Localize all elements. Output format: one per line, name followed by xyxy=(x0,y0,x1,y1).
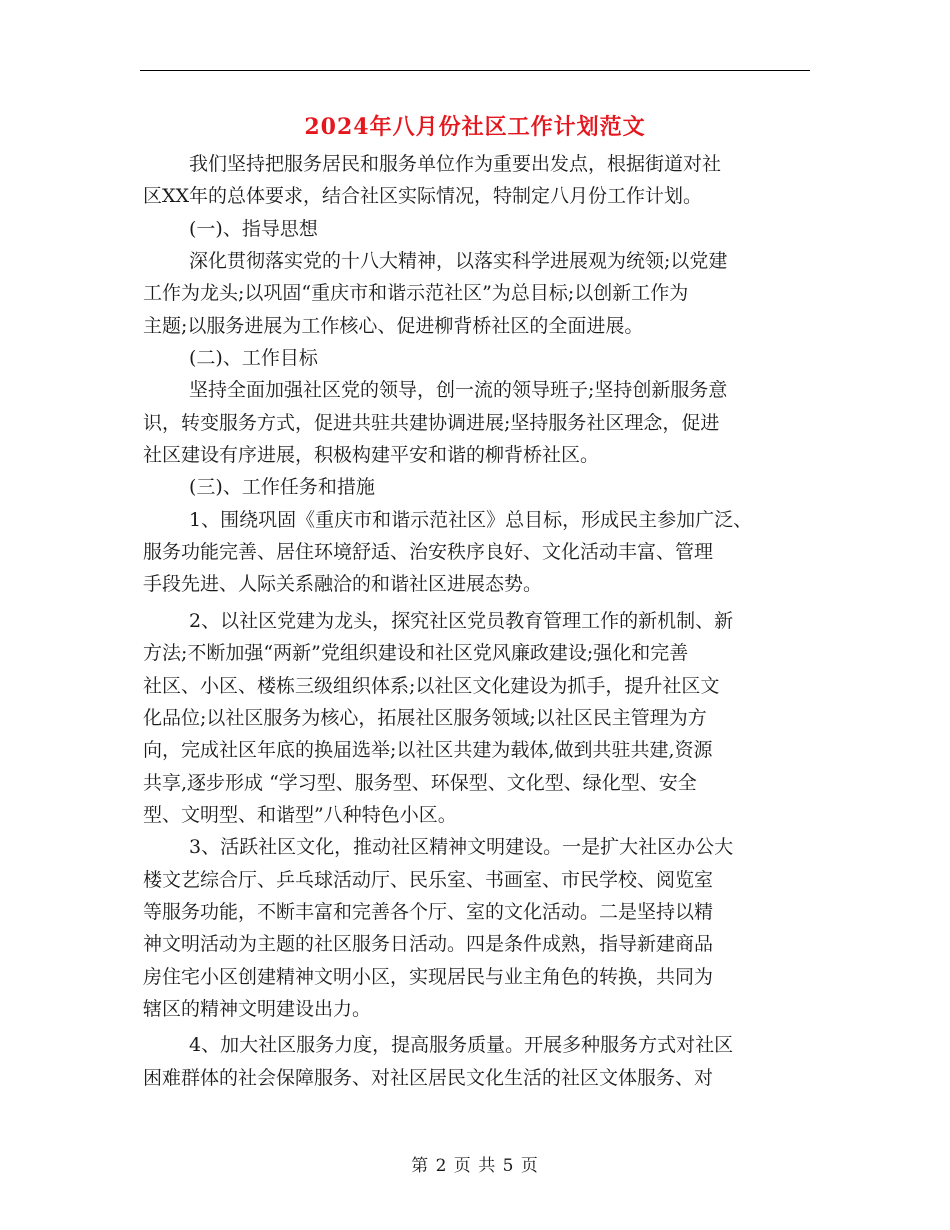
text-line: 向，完成社区年底的换届选举;以社区共建为载体,做到共驻共建,资源 xyxy=(143,739,713,762)
text-line: (一)、指导思想 xyxy=(189,217,318,240)
text-line: 等服务功能，不断丰富和完善各个厅、室的文化活动。二是坚持以精 xyxy=(143,900,714,923)
text-line: 识，转变服务方式，促进共驻共建协调进展;坚持服务社区理念，促进 xyxy=(143,411,720,434)
text-line: 我们坚持把服务居民和服务单位作为重要出发点，根据街道对社 xyxy=(189,153,722,175)
text-line: 区XX年的总体要求，结合社区实际情况，特制定八月份工作计划。 xyxy=(143,185,703,208)
text-line: 4、加大社区服务力度，提高服务质量。开展多种服务方式对社区 xyxy=(189,1034,734,1057)
text-line: 神文明活动为主题的社区服务日活动。四是条件成熟，指导新建商品 xyxy=(143,933,714,956)
text-line: 困难群体的社会保障服务、对社区居民文化生活的社区文体服务、对 xyxy=(143,1066,714,1089)
text-line: 1、围绕巩固《重庆市和谐示范社区》总目标，形成民主参加广泛、 xyxy=(189,508,753,531)
text-line: 手段先进、人际关系融洽的和谐社区进展态势。 xyxy=(143,573,543,596)
document-body xyxy=(143,148,811,1094)
text-line: 工作为龙头;以巩固“重庆市和谐示范社区”为总目标;以创新工作为 xyxy=(143,282,689,305)
text-line: 辖区的精神文明建设出力。 xyxy=(143,997,372,1020)
text-line: 楼文艺综合厅、乒乓球活动厅、民乐室、书画室、市民学校、阅览室 xyxy=(143,868,714,891)
text-line: 3、活跃社区文化，推动社区精神文明建设。一是扩大社区办公大 xyxy=(189,836,734,859)
text-line: 社区、小区、楼栋三级组织体系;以社区文化建设为抓手，提升社区文 xyxy=(143,674,720,697)
text-line: 社区建设有序进展，积极构建平安和谐的柳背桥社区。 xyxy=(143,444,600,467)
text-line: 共享,逐步形成 “学习型、服务型、环保型、文化型、绿化型、安全 xyxy=(143,771,697,794)
text-line: 方法;不断加强“两新”党组织建设和社区党风廉政建设;强化和完善 xyxy=(143,642,689,665)
text-line: 型、文明型、和谐型”八种特色小区。 xyxy=(143,803,457,826)
text-line: (二)、工作目标 xyxy=(189,347,318,370)
document-title: 2024年八月份社区工作计划范文 xyxy=(304,114,646,140)
page-footer: 第 2 页 共 5 页 xyxy=(411,1156,539,1176)
text-line: 深化贯彻落实党的十八大精神，以落实科学进展观为统领;以党建 xyxy=(189,250,728,273)
text-line: 坚持全面加强社区党的领导，创一流的领导班子;坚持创新服务意 xyxy=(189,379,728,402)
text-line: 化品位;以社区服务为核心，拓展社区服务领域;以社区民主管理为方 xyxy=(143,706,707,729)
text-line: 服务功能完善、居住环境舒适、治安秩序良好、文化活动丰富、管理 xyxy=(143,541,714,564)
text-line: 房住宅小区创建精神文明小区，实现居民与业主角色的转换，共同为 xyxy=(143,965,714,988)
text-line: (三)、工作任务和措施 xyxy=(189,476,375,499)
text-line: 主题;以服务进展为工作核心、促进柳背桥社区的全面进展。 xyxy=(143,314,644,337)
text-line: 2、以社区党建为龙头，探究社区党员教育管理工作的新机制、新 xyxy=(189,609,734,632)
header-rule xyxy=(140,70,810,71)
